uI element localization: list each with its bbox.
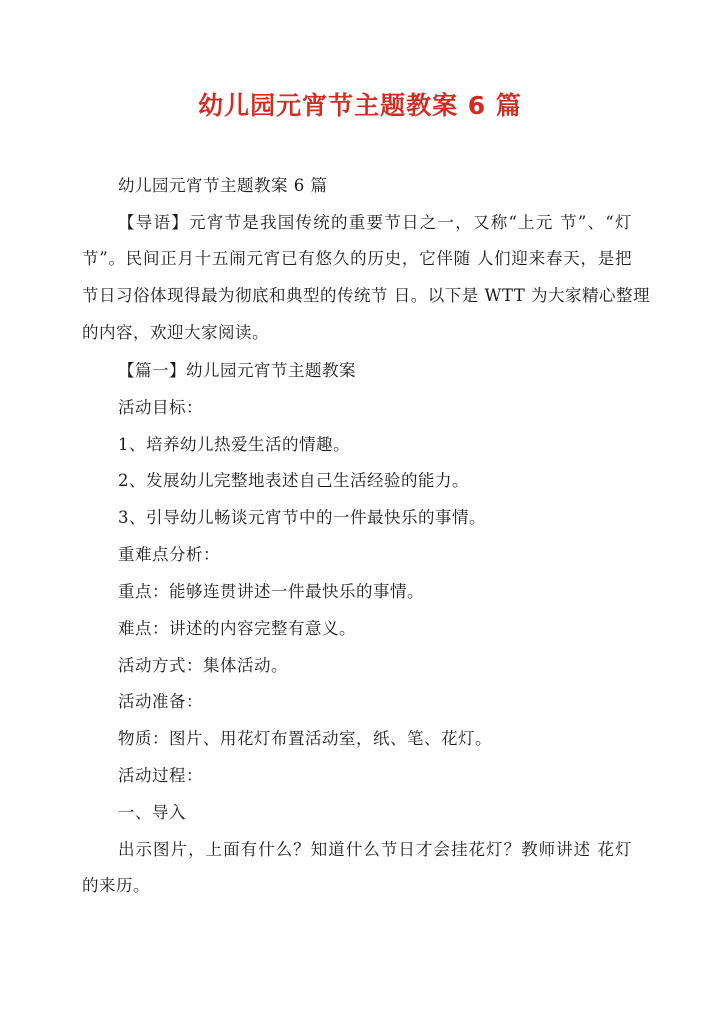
paragraph-line: 活动方式：集体活动。 [118, 656, 288, 675]
paragraph-line: 活动准备： [118, 692, 203, 711]
paragraph-line: 活动目标： [118, 398, 203, 417]
intro-line-3: 节日习俗体现得最为彻底和典型的传统节 日。以下是 WTT 为大家精心整理 [82, 286, 651, 305]
paragraph-line: 1、培养幼儿热爱生活的情趣。 [118, 435, 350, 454]
document-title: 幼儿园元宵节主题教案 6 篇 [198, 91, 522, 120]
paragraph-line: 活动过程： [118, 766, 203, 785]
subtitle-line: 幼儿园元宵节主题教案 6 篇 [118, 176, 328, 195]
section-heading: 【篇一】幼儿园元宵节主题教案 [118, 361, 356, 380]
intro-line-2: 节”。民间正月十五闹元宵已有悠久的历史，它伴随 人们迎来春天，是把 [82, 249, 632, 268]
paragraph-line: 3、引导幼儿畅谈元宵节中的一件最快乐的事情。 [118, 508, 486, 527]
paragraph-line: 重点：能够连贯讲述一件最快乐的事情。 [118, 582, 424, 601]
intro-line-4: 的内容，欢迎大家阅读。 [82, 323, 269, 342]
paragraph-line: 物质：图片、用花灯布置活动室，纸、笔、花灯。 [118, 729, 492, 748]
intro-line-1: 【导语】元宵节是我国传统的重要节日之一，又称“上元 节”、“灯 [118, 213, 632, 232]
paragraph-line: 2、发展幼儿完整地表述自己生活经验的能力。 [118, 471, 469, 490]
paragraph-line: 的来历。 [82, 876, 150, 895]
paragraph-line: 难点：讲述的内容完整有意义。 [118, 619, 356, 638]
paragraph-line: 出示图片，上面有什么？知道什么节日才会挂花灯？教师讲述 花灯 [118, 840, 632, 859]
paragraph-line: 一、导入 [118, 803, 186, 822]
paragraph-line: 重难点分析： [118, 545, 220, 564]
